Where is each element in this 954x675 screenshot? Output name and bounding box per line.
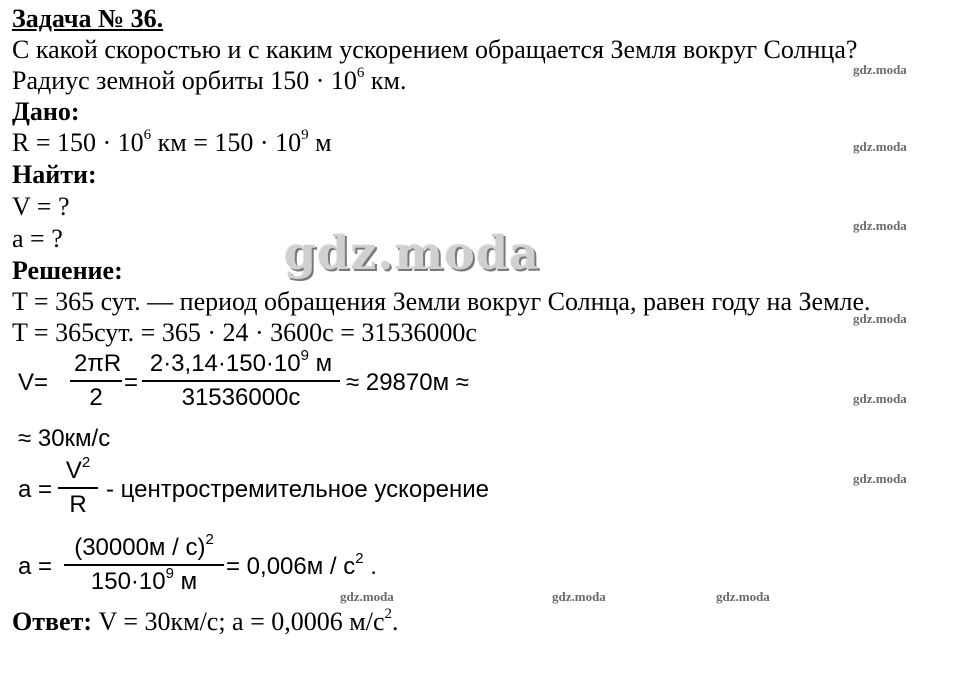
find-heading: Найти:	[12, 160, 97, 189]
accel-calc-lhs: a =	[18, 553, 53, 580]
velocity-eq: =	[124, 369, 139, 396]
velocity-result: ≈ 29870м ≈	[346, 369, 469, 396]
given-heading: Дано:	[12, 97, 80, 126]
watermark: gdz.moda	[853, 311, 907, 326]
accel-lhs: a =	[18, 476, 53, 503]
watermark: gdz.moda	[853, 62, 907, 77]
watermark: gdz.moda	[716, 589, 770, 604]
velocity-lhs: V=	[18, 369, 49, 396]
watermark-large: gdz.moda	[284, 226, 540, 280]
watermark: gdz.moda	[853, 139, 907, 154]
watermark: gdz.moda	[853, 218, 907, 233]
find-acceleration: a = ?	[12, 224, 63, 253]
accel-fraction: $V^2$ R	[58, 457, 98, 519]
task-question-line2: Радиус земной орбиты $150 \cdot 10^6$ км.	[12, 65, 407, 95]
answer-label: Ответ:	[12, 607, 93, 636]
velocity-fraction-1: 2πR 2	[70, 350, 122, 412]
task-title: Задача № 36.	[12, 4, 164, 33]
accel-calc-result: = $0,006м / с^2$ .	[226, 550, 377, 580]
solution-heading: Решение:	[12, 256, 123, 285]
accel-calc-fraction: (30000м / с)$^2$ $150\cdot 10^9$ м	[64, 534, 224, 596]
accel-description: - центростремительное ускорение	[106, 476, 489, 503]
watermark: gdz.moda	[552, 589, 606, 604]
velocity-result-kms: ≈ 30км/с	[18, 425, 111, 452]
watermark: gdz.moda	[853, 391, 907, 406]
find-velocity: V = ?	[12, 192, 70, 221]
solution-period-calc: T = 365сут. = 365 · 24 · 3600с = 31536000с	[12, 318, 477, 347]
task-question-line1: С какой скоростью и с каким ускорением обращается Земля вокруг Солнца?	[12, 35, 858, 64]
given-radius: $R = 150 \cdot 10^6$ км = $150 \cdot 10^9$ м	[12, 127, 332, 157]
watermark: gdz.moda	[853, 471, 907, 486]
watermark: gdz.moda	[340, 589, 394, 604]
answer-line: Ответ: V = 30км/с; a = 0,0006 $м/с^2$.	[12, 606, 399, 636]
solution-period-text: T = 365 сут. — период обращения Земли вокруг Солнца, равен году на Земле.	[12, 287, 871, 316]
velocity-fraction-2: $2\cdot 3,14\cdot 150\cdot 10^9$ м 31536000с	[142, 350, 340, 412]
